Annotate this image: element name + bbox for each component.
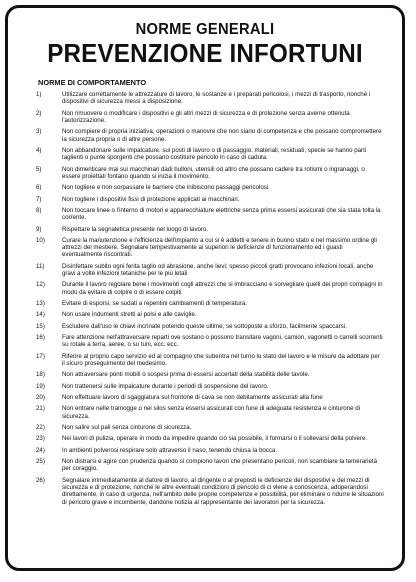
rule-text: Non usare indumenti stretti ai polsi e alle caviglie. [62,311,197,319]
rule-item [36,300,384,307]
rule-number: 5) [36,165,42,173]
rule-number: 3) [36,128,42,136]
rule-text: Non trattenersi sulle impalcature durante i periodi di sospensione del lavoro. [62,382,269,390]
rule-item [36,447,384,454]
rule-item [36,184,384,191]
rule-text: Curare la manutenzione e l'efficienza dell'impianto a cui si è addetti e tenere in buono stato e nel massimo ordine gli attrezzi del mestiere. Segnalare tempestivamente ai superiori le deficienze di funzionamento ed i guasti eventualmente riscontrati. [62,236,377,259]
rule-text: Segnalare immediatamente al datore di lavoro, al dirigente o al preposti le deficienze del dispositivi e dei mezzi di sicurezza e di protezione, nonché le altre eventuali condizioni di pericolo di ci vlene a conoscenza, adoperandosi direttamente, in caso di urgenza, nell'ambito delle proprie competenze e possibilità, per eliminare o ridurre le situazioni di pericolo grave e incombente, dandone notizia al rappresentante dei lavoratori per la sicurezza. [62,476,384,506]
sign-subtitle: NORME GENERALI [135,21,275,38]
rule-item [36,371,384,378]
rule-item [36,334,384,349]
rule-text: Non toccare linee o l'interno di motori e apparecchiature elettriche senza prima essersi assicurati che sia stata tolta la corrente. [62,206,381,222]
rule-number: 18) [36,371,45,379]
rule-number: 26) [36,476,45,484]
rule-number: 10) [36,236,45,244]
rule-item [36,263,384,278]
rule-text: Non effettuare lavoro di sgaggiatura sul frontone di cava se non debitamente assicurati alla fune [62,394,323,402]
rule-text: Evitare di esporsi, se sudati a repentini cambiamenti di temperatura. [62,300,247,308]
rule-number: 6) [36,184,42,192]
rule-item [36,424,384,431]
rule-item [36,394,384,401]
rule-text: Non dimenticare mai sui macchinari dadi bulloni, utensili od altro che possano cadere tra rotismi o ingranaggi, o essere proiettati fontano quando si inizia il movimento. [62,165,365,180]
rule-item [36,226,384,233]
rule-text: Fare attenzione nell'attraversare reparti ove sostano o possono transitare vagoni, camion, vagonetti o carrelli scorrenti su rotale a terra, aeree, o su tuni, ecc. ecc. [62,334,383,349]
rule-text: Non togliere e non sorpassare le barriere che inibiscono passaggi pericolosi. [62,184,270,192]
rule-number: 12) [36,281,45,289]
rule-item [36,353,384,368]
rule-text: Rispettare la segnaletica presente nel luogo di lavoro. [62,225,209,233]
rule-text: Escludere dall'uso le chiavi incrinate potendo queste ultime, se sottoposte a sforzo, facilmente spaccarsi. [62,322,347,330]
rule-number: 20) [36,394,45,402]
rule-text: Durante il lavoro regolare bene i movimenti cogli attrezzi che si imbracciano e sorvegliare quelli dei propri compagni in modo da evitare di colpire o di essere colpiti [62,281,383,296]
rule-number: 21) [36,405,45,413]
safety-sign [5,5,405,571]
rule-number: 13) [36,300,45,308]
rule-text: Non attraversare ponti mobili o sospesi prima di essersi accertati della stabilità delle tavole. [62,371,310,379]
rule-item [36,477,384,506]
rule-item [36,323,384,330]
sign-header [8,22,402,66]
rule-item [36,405,384,420]
rule-number: 1) [36,91,42,98]
rule-number: 4) [36,146,42,154]
rule-number: 15) [36,322,45,330]
rule-item [36,207,384,222]
rule-item [36,383,384,390]
rule-number: 7) [36,195,42,203]
rule-number: 24) [36,446,45,454]
section-title: NORME DI COMPORTAMENTO [38,78,147,87]
rule-text: Disinfettare subito ogni ferita taglio od abrasione, anche lievi; spesso piccoli gratti provocano infezioni locali, anche gravi a volte infezioni tetaniche per le più letali [62,262,374,278]
sign-title: PREVENZIONE INFORTUNI [47,38,363,68]
rule-text: Non distrarsi e agire con prudenza quando si compiono lavori che presentano pericoli, non scambiare la temerarietà per coraggio. [62,458,378,473]
rule-text: Non rimuovere o modificare i dispositivi e gli altri mezzi di sicurezza e di protezione senza averne ottenuta l'autorizzazione. [62,109,350,124]
rule-item [36,435,384,442]
rule-number: 8) [36,206,42,214]
rule-item [36,166,384,181]
rule-text: Non entrare nelle tramogge o nei silos senza essersi assicurati con fune di adeguata resistenza e cinturone di sicurezza. [62,405,360,420]
rule-number: 16) [36,334,45,342]
rule-text: Riferire al proprio capo servizio ed al compagno che subentra nel turno lo stato del lavoro e le misure da adottare per il sicuro proseguimento del medesimo. [62,352,380,368]
rule-item [36,458,384,473]
rule-text: In ambienti polverosi respirare solo attraverso il naso, tenendo chiusa la bocca. [62,446,278,454]
rule-text: Nei lavori di pulizia, operare in modo da impedire quando ciò sia possibile, il formarsi o il sollevarsi della polvere. [62,435,368,443]
rule-number: 14) [36,311,45,319]
rules-list [36,91,384,506]
rule-text: Non abbandonare sulle impalcature. sui posti di lavoro o di passaggio, materiali, residuati, specie se hanno parti taglienti o punte sporgenti che possano costituire pericolo in caso di caduta. [62,146,367,162]
rule-item [36,147,384,162]
rule-text: Utilizzare correttamente le attrezzature di lavoro, le sostanze e i preparati pericolosi, i mezzi di trasporto, nonché i dispositivi di sicurezza messi a disposizione. [62,91,371,106]
rule-number: 23) [36,435,45,443]
rule-number: 22) [36,424,45,432]
rule-number: 17) [36,352,45,360]
rule-number: 11) [36,262,45,270]
rule-text: Non compiere di propria iniziativa, operazioni o manovre che non siano di competenza e che possano compromettere la sicurezza propria o di altre persone. [62,128,382,143]
rule-number: 9) [36,225,42,233]
rule-item [36,311,384,318]
rule-text: Non togliere i dispositivi fissi di protezione applicati ai macchinari. [62,195,240,203]
rule-item [36,110,384,125]
rule-item [36,196,384,203]
rule-item [36,91,384,106]
rule-number: 2) [36,109,42,117]
rule-item [36,128,384,143]
rule-text: Non salire sul pali senza cinturone di sicurezza. [62,424,192,432]
rule-item [36,237,384,259]
rule-number: 19) [36,382,45,390]
rule-number: 25) [36,458,45,466]
rule-item [36,281,384,296]
